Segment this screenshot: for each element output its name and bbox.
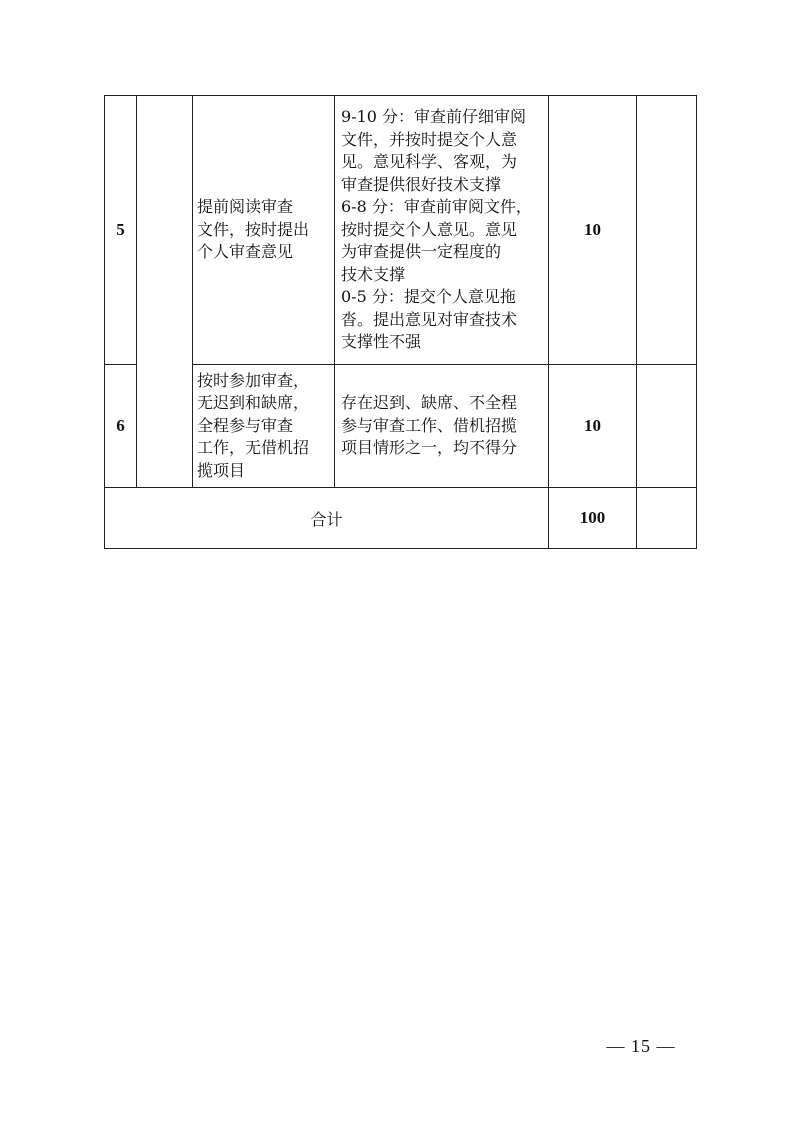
score-cell: 10 (549, 365, 637, 488)
criteria-cell (335, 365, 549, 488)
criteria-line: 技术支撑 (341, 264, 406, 284)
category-cell (137, 96, 193, 488)
total-score: 100 (549, 488, 637, 549)
criteria-line: 文件，并按时提交个人意 (341, 129, 518, 149)
item-line: 个人审查意见 (197, 242, 294, 262)
item-cell (193, 365, 335, 488)
criteria-line: 6-8 分：审查前审阅文件， (341, 197, 532, 217)
item-line: 工作，无借机招 (197, 438, 310, 458)
criteria-line: 为审查提供一定程度的 (341, 242, 502, 262)
total-self-score-cell (637, 488, 697, 549)
page-number: — 15 — (606, 1036, 676, 1056)
criteria-line: 9-10 分：审查前仔细审阅 (341, 107, 527, 127)
criteria-line: 支撑性不强 (341, 332, 422, 352)
score-cell: 10 (549, 96, 637, 365)
total-label: 合计 (105, 488, 549, 549)
criteria-cell (335, 96, 549, 365)
item-line: 揽项目 (197, 460, 246, 480)
criteria-line: 审查提供很好技术支撑 (341, 174, 502, 194)
criteria-line: 见。意见科学、客观，为 (341, 152, 518, 172)
scoring-table (104, 95, 697, 549)
table-row (105, 96, 697, 365)
table-row (105, 365, 697, 488)
criteria-line: 按时提交个人意见。意见 (341, 219, 518, 239)
item-line: 按时参加审查， (197, 370, 310, 390)
criteria-line: 参与审查工作、借机招揽 (341, 415, 518, 435)
row-number: 6 (105, 365, 137, 488)
item-line: 文件，按时提出 (197, 219, 310, 239)
total-row (105, 488, 697, 549)
self-score-cell (637, 96, 697, 365)
item-cell (193, 96, 335, 365)
criteria-line: 沓。提出意见对审查技术 (341, 309, 518, 329)
criteria-line: 0-5 分：提交个人意见拖 (341, 287, 516, 307)
criteria-line: 项目情形之一，均不得分 (341, 438, 518, 458)
item-line: 无迟到和缺席， (197, 393, 310, 413)
item-line: 提前阅读审查 (197, 197, 294, 217)
row-number: 5 (105, 96, 137, 365)
criteria-line: 存在迟到、缺席、不全程 (341, 393, 518, 413)
item-line: 全程参与审查 (197, 415, 294, 435)
self-score-cell (637, 365, 697, 488)
